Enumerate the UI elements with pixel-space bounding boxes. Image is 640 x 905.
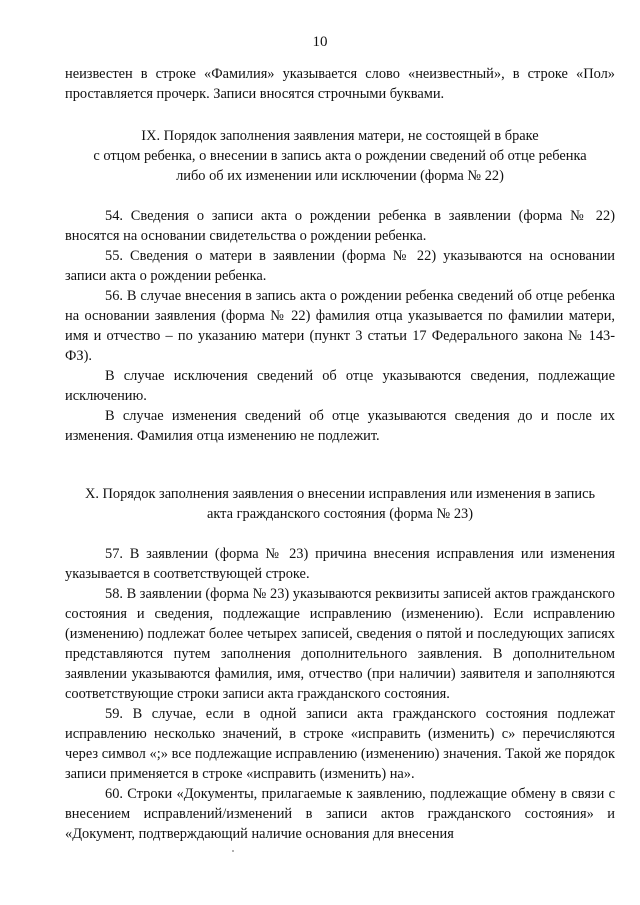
document-body (65, 64, 615, 844)
section-9-heading (65, 126, 615, 186)
paragraph-56: 56. В случае внесения в запись акта о рождении ребенка сведений об отце ребенка на основании заявления (форма № 22) фамилия отца указывается по фамилии матери, имя и отчество – по указанию матери (пункт 3 статьи 17 Федерального закона № 143-ФЗ). (65, 288, 615, 364)
paragraph-56-change: В случае изменения сведений об отце указываются сведения до и после их изменения. Фамилия отца изменению не подлежит. (65, 408, 615, 444)
page-number: 10 (312, 34, 328, 50)
paragraph-57: 57. В заявлении (форма № 23) причина внесения исправления или изменения указывается в соответствующей строке. (65, 546, 615, 582)
intro-paragraph: неизвестен в строке «Фамилия» указывается слово «неизвестный», в строке «Пол» проставляется прочерк. Записи вносятся строчными буквами. (65, 66, 615, 102)
paragraph-60: 60. Строки «Документы, прилагаемые к заявлению, подлежащие обмену в связи с внесением исправлений/изменений в записи актов гражданского состояния» и «Документ, подтверждающий наличие основания для внесения (65, 786, 615, 842)
section-10-heading-line: акта гражданского состояния (форма № 23) (206, 506, 474, 522)
paragraph-55: 55. Сведения о матери в заявлении (форма № 22) указываются на основании записи акта о рождении ребенка. (65, 248, 615, 284)
paragraph-59: 59. В случае, если в одной записи акта гражданского состояния подлежат исправлению несколько значений, в строке «исправить (изменить) с» перечисляются через символ «;» все подлежащие исправлению (изменению) значения. Такой же порядок записи применяется в строке «исправить (изменить) на». (65, 706, 615, 782)
section-9-heading-line: IX. Порядок заполнения заявления матери, не состоящей в браке (141, 128, 539, 144)
paragraph-58: 58. В заявлении (форма № 23) указываются реквизиты записей актов гражданского состояния и сведения, подлежащие исправлению (изменению). Если исправлению (изменению) подлежат более четырех записей, сведения о пятой и последующих записях представляются путем заполнения дополнительного заявления. В дополнительном заявлении указываются фамилия, имя, отчество (при наличии) заявителя и заполняются соответствующие строки записи акта гражданского состояния. (65, 586, 615, 702)
section-10-heading-line: X. Порядок заполнения заявления о внесении исправления или изменения в запись (84, 486, 596, 502)
paragraph-56-exclusion: В случае исключения сведений об отце указываются сведения, подлежащие исключению. (65, 368, 615, 404)
section-9-heading-line: с отцом ребенка, о внесении в запись акта о рождении сведений об отце ребенка (93, 148, 587, 164)
section-10-heading (65, 484, 615, 524)
paragraph-54: 54. Сведения о записи акта о рождении ребенка в заявлении (форма № 22) вносятся на основании свидетельства о рождении ребенка. (65, 208, 615, 244)
section-9-heading-line: либо об их изменении или исключении (форма № 22) (176, 168, 504, 184)
scan-speck (232, 850, 234, 852)
